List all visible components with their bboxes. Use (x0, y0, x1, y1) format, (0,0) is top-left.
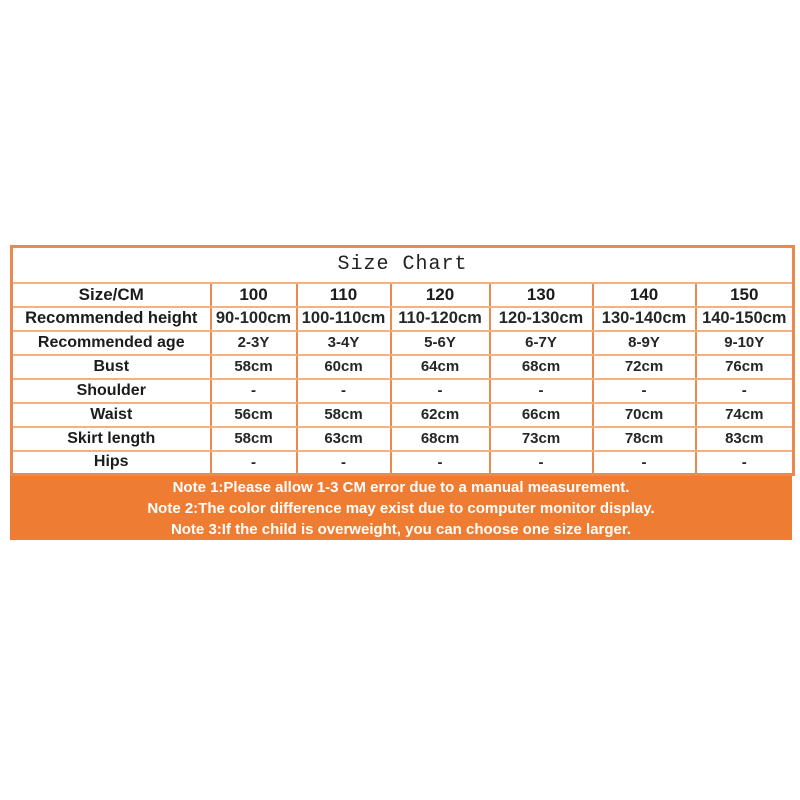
size-header-cell: 150 (696, 283, 794, 307)
size-cm-header-cell: Size/CM (12, 283, 211, 307)
row-label: Hips (12, 451, 211, 475)
table-row (12, 355, 794, 379)
value-cell: 64cm (391, 355, 490, 379)
value-cell: - (696, 451, 794, 475)
table-row (12, 307, 794, 331)
value-cell: - (211, 451, 297, 475)
value-cell: 60cm (297, 355, 391, 379)
row-label: Recommended height (12, 307, 211, 331)
value-cell: - (696, 379, 794, 403)
value-cell: 63cm (297, 427, 391, 451)
value-cell: 73cm (490, 427, 593, 451)
row-label: Shoulder (12, 379, 211, 403)
value-cell: 90-100cm (211, 307, 297, 331)
size-header-cell: 130 (490, 283, 593, 307)
value-cell: - (490, 379, 593, 403)
value-cell: 68cm (391, 427, 490, 451)
value-cell: 130-140cm (593, 307, 696, 331)
table-row (12, 427, 794, 451)
value-cell: 62cm (391, 403, 490, 427)
note-line-2: Note 2:The color difference may exist due to computer monitor display. (147, 499, 655, 517)
notes-band (10, 476, 792, 540)
size-header-cell: 110 (297, 283, 391, 307)
value-cell: 76cm (696, 355, 794, 379)
row-label: Bust (12, 355, 211, 379)
row-label: Recommended age (12, 331, 211, 355)
value-cell: 58cm (211, 427, 297, 451)
value-cell: - (391, 379, 490, 403)
value-cell: - (593, 379, 696, 403)
table-row (12, 451, 794, 475)
row-label: Skirt length (12, 427, 211, 451)
table-title-row (12, 247, 794, 283)
value-cell: 120-130cm (490, 307, 593, 331)
size-header-cell: 100 (211, 283, 297, 307)
value-cell: 2-3Y (211, 331, 297, 355)
size-header-cell: 120 (391, 283, 490, 307)
value-cell: - (297, 379, 391, 403)
chart-title: Size Chart (12, 247, 794, 283)
value-cell: 100-110cm (297, 307, 391, 331)
value-cell: 140-150cm (696, 307, 794, 331)
value-cell: 8-9Y (593, 331, 696, 355)
value-cell: 9-10Y (696, 331, 794, 355)
note-line-1: Note 1:Please allow 1-3 CM error due to a manual measurement. (172, 478, 630, 496)
value-cell: 56cm (211, 403, 297, 427)
size-chart-container (10, 245, 792, 540)
table-row (12, 379, 794, 403)
size-header-cell: 140 (593, 283, 696, 307)
table-row (12, 331, 794, 355)
value-cell: 66cm (490, 403, 593, 427)
value-cell: - (490, 451, 593, 475)
value-cell: 58cm (211, 355, 297, 379)
value-cell: 6-7Y (490, 331, 593, 355)
value-cell: 68cm (490, 355, 593, 379)
note-line-3: Note 3:If the child is overweight, you can choose one size larger. (170, 520, 632, 538)
value-cell: 74cm (696, 403, 794, 427)
value-cell: 110-120cm (391, 307, 490, 331)
size-chart-table (10, 245, 795, 476)
value-cell: 5-6Y (391, 331, 490, 355)
value-cell: 78cm (593, 427, 696, 451)
table-header-row (12, 283, 794, 307)
value-cell: - (391, 451, 490, 475)
row-label: Waist (12, 403, 211, 427)
value-cell: - (297, 451, 391, 475)
value-cell: - (593, 451, 696, 475)
value-cell: 70cm (593, 403, 696, 427)
value-cell: - (211, 379, 297, 403)
value-cell: 58cm (297, 403, 391, 427)
value-cell: 83cm (696, 427, 794, 451)
value-cell: 72cm (593, 355, 696, 379)
table-row (12, 403, 794, 427)
value-cell: 3-4Y (297, 331, 391, 355)
